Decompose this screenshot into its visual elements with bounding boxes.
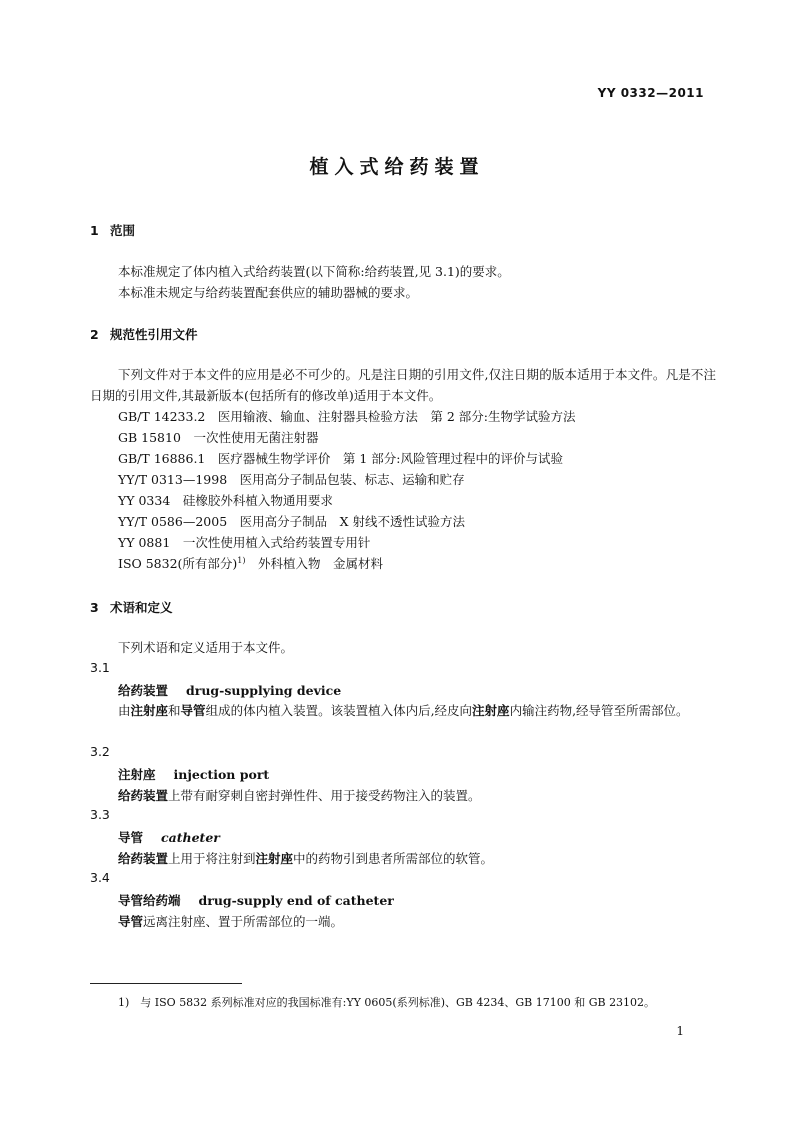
reference-item: YY 0881 一次性使用植入式给药装置专用针 bbox=[118, 535, 371, 550]
term-heading: 给药装置 drug-supplying device bbox=[118, 683, 342, 698]
term-number: 3.2 bbox=[90, 744, 110, 759]
term-definition: 由注射座和导管组成的体内植入装置。该装置植入体内后,经皮向注射座内输注药物,经导管至所需部位。 bbox=[118, 703, 689, 718]
term-number: 3.1 bbox=[90, 660, 110, 675]
reference-item: GB/T 14233.2 医用输液、输血、注射器具检验方法 第 2 部分:生物学试验方法 bbox=[118, 409, 576, 424]
paragraph: 本标准规定了体内植入式给药装置(以下简称:给药装置,见 3.1)的要求。 bbox=[118, 264, 510, 279]
footnote bbox=[118, 994, 655, 1010]
reference-item: GB/T 16886.1 医疗器械生物学评价 第 1 部分:风险管理过程中的评价与试验 bbox=[118, 451, 564, 466]
term-definition: 给药装置上带有耐穿刺自密封弹性件、用于接受药物注入的装置。 bbox=[118, 788, 481, 803]
term-definition: 导管远离注射座、置于所需部位的一端。 bbox=[118, 914, 344, 929]
term-heading: 注射座 injection port bbox=[118, 767, 270, 782]
term-definition: 给药装置上用于将注射到注射座中的药物引到患者所需部位的软管。 bbox=[118, 851, 494, 866]
paragraph: 下列术语和定义适用于本文件。 bbox=[118, 640, 294, 655]
section-title: 范围 bbox=[110, 223, 136, 238]
term-number: 3.4 bbox=[90, 870, 110, 885]
reference-item: ISO 5832(所有部分)$^{1)}$ 外科植入物 金属材料 bbox=[118, 555, 384, 571]
page-number: 1 bbox=[676, 1024, 684, 1038]
paragraph: 下列文件对于本文件的应用是必不可少的。凡是注日期的引用文件,仅注日期的版本适用于本文件。凡是不注日期的引用文件,其最新版本(包括所有的修改单)适用于本文件。 bbox=[90, 367, 716, 403]
section-number: 3 bbox=[90, 600, 99, 615]
document-title: 植入式给药装置 bbox=[309, 156, 485, 178]
reference-item: GB 15810 一次性使用无菌注射器 bbox=[118, 430, 319, 445]
section-title: 规范性引用文件 bbox=[110, 327, 198, 342]
section-2-heading bbox=[90, 325, 198, 343]
footnote-text: 与 ISO 5832 系列标准对应的我国标准有:YY 0605(系列标准)、GB 4234、GB 17100 和 GB 23102。 bbox=[140, 996, 656, 1009]
term-number: 3.3 bbox=[90, 807, 110, 822]
footnote-marker: 1) bbox=[237, 555, 246, 565]
paragraph: 本标准未规定与给药装置配套供应的辅助器械的要求。 bbox=[118, 285, 419, 300]
section-1-heading bbox=[90, 221, 135, 239]
footnote-mark: 1) bbox=[118, 996, 130, 1009]
footnote-divider bbox=[90, 983, 242, 984]
reference-item: YY/T 0586—2005 医用高分子制品 X 射线不透性试验方法 bbox=[118, 514, 466, 529]
section-3-heading bbox=[90, 598, 173, 616]
section-number: 1 bbox=[90, 223, 99, 238]
term-heading: 导管 catheter bbox=[118, 830, 220, 845]
section-number: 2 bbox=[90, 327, 99, 342]
reference-item: YY 0334 硅橡胶外科植入物通用要求 bbox=[118, 493, 333, 508]
term-heading: 导管给药端 drug-supply end of catheter bbox=[118, 893, 394, 908]
standard-number: YY 0332—2011 bbox=[597, 86, 704, 100]
reference-item: YY/T 0313—1998 医用高分子制品包装、标志、运输和贮存 bbox=[118, 472, 465, 487]
section-title: 术语和定义 bbox=[110, 600, 173, 615]
